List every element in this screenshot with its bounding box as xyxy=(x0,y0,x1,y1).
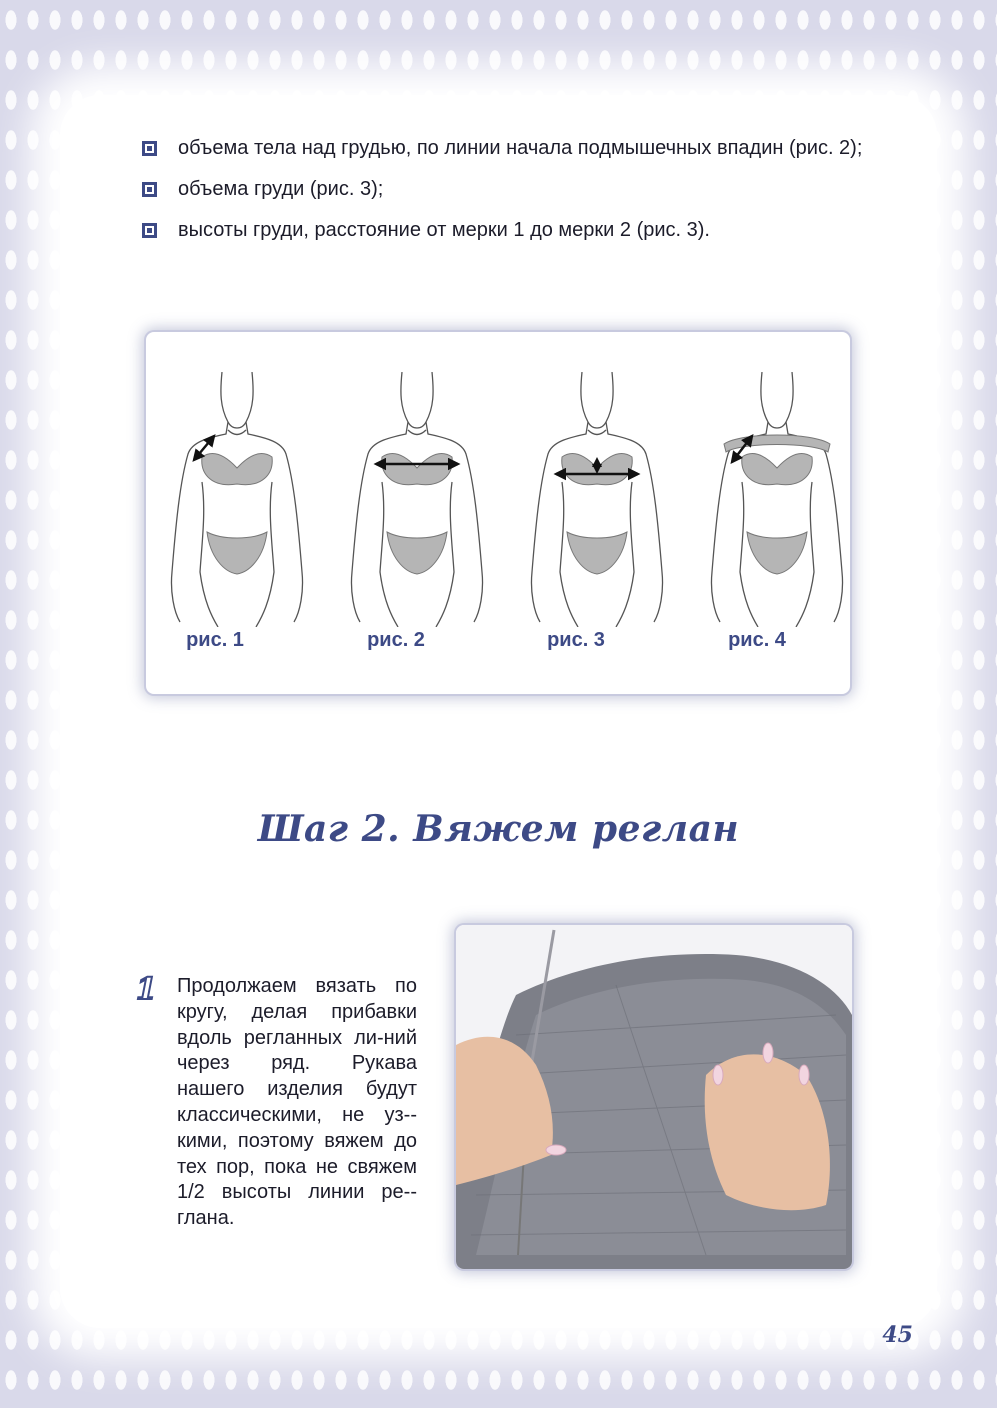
list-item-text: объема тела над грудью, по линии начала подмышечных впадин (рис. 2); xyxy=(178,137,863,159)
figure-caption: рис. 2 xyxy=(367,629,425,651)
figure-caption: рис. 1 xyxy=(186,629,244,651)
list-item xyxy=(140,136,880,160)
body-figure-3 xyxy=(522,372,672,627)
figure-caption: рис. 4 xyxy=(728,629,786,651)
list-item xyxy=(140,218,880,242)
square-bullet-icon xyxy=(142,141,157,156)
square-bullet-icon xyxy=(142,223,157,238)
body-figure-4 xyxy=(702,372,852,627)
figures-panel xyxy=(146,332,850,694)
step-text: Продолжаем вязать по кругу, делая прибавки вдоль регланных ли-ний через ряд. Рукава нашего изделия будут классическими, не уз-кими, поэтому вяжем до тех пор, пока не свяжем 1/2 высоты линии ре-глана. xyxy=(177,975,417,1230)
figure-caption: рис. 3 xyxy=(547,629,605,651)
knitting-illustration xyxy=(456,925,852,1269)
measurement-list xyxy=(140,136,880,259)
knitting-photo xyxy=(456,925,852,1269)
square-bullet-icon xyxy=(142,182,157,197)
step-number: 1 xyxy=(136,972,157,1007)
page-number: 45 xyxy=(882,1322,913,1348)
body-figure-2 xyxy=(342,372,492,627)
list-item-text: объема груди (рис. 3); xyxy=(178,178,384,200)
body-figure-1 xyxy=(162,372,312,627)
list-item-text: высоты груди, расстояние от мерки 1 до мерки 2 (рис. 3). xyxy=(178,219,710,241)
list-item xyxy=(140,177,880,201)
section-title: Шаг 2. Вяжем реглан xyxy=(257,808,740,850)
